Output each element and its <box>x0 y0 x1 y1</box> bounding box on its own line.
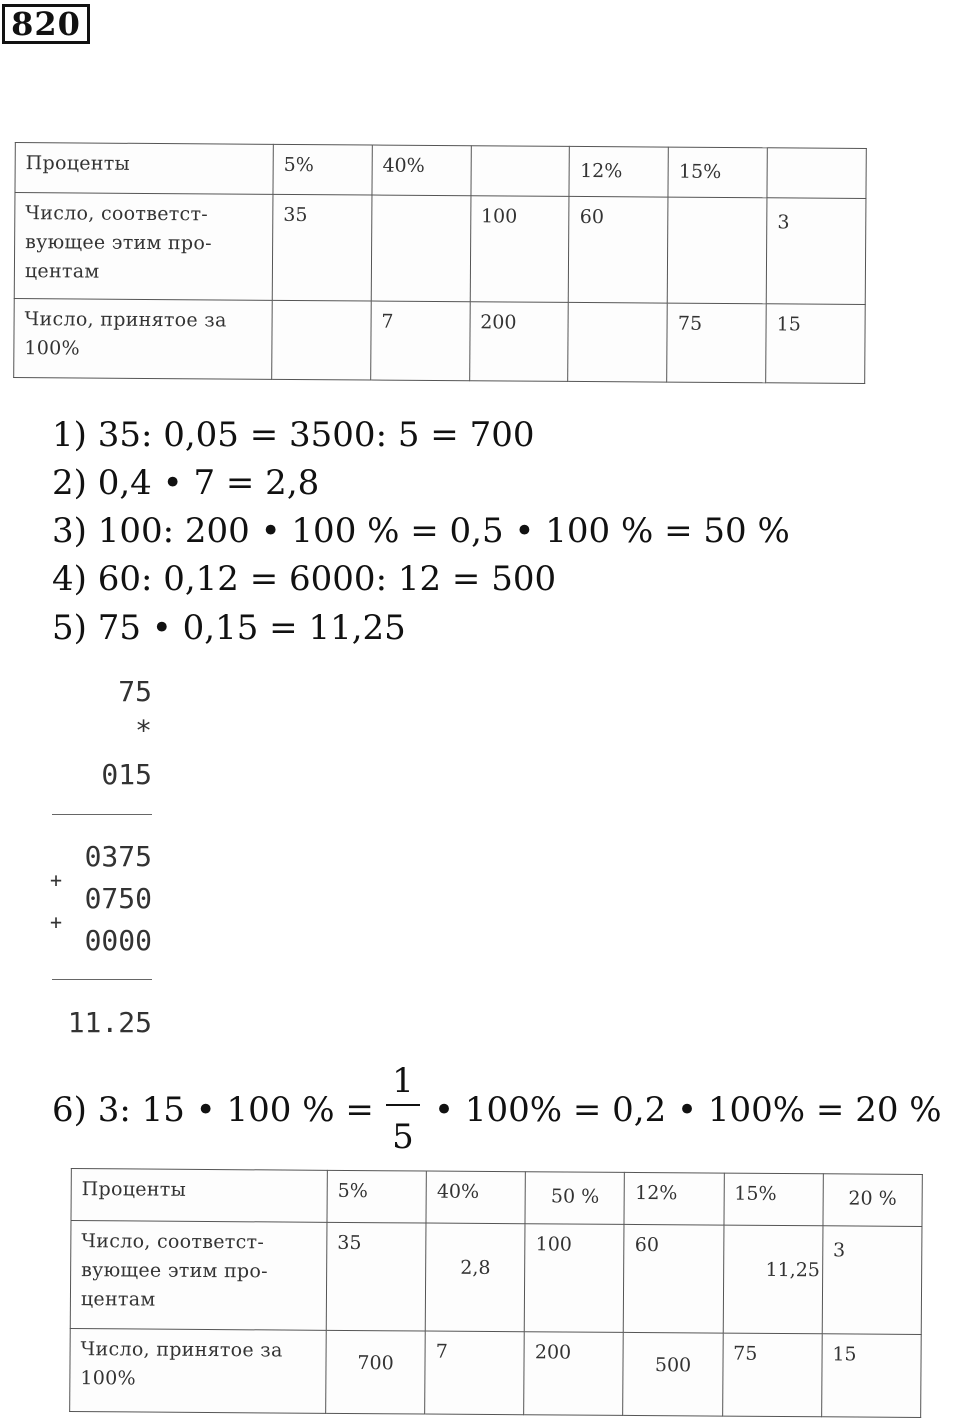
table-cell: 60 <box>569 196 669 303</box>
solution-line-6-prefix: 6) 3: 15 • 100 % = <box>52 1090 374 1130</box>
table-cell: 100 <box>525 1224 625 1333</box>
fraction-bar <box>386 1104 420 1106</box>
table-cell: 100 <box>470 196 570 303</box>
mult-partial-1: 0375 <box>84 840 152 873</box>
table-cell: 7 <box>371 301 470 381</box>
mult-operand-2: 015 <box>101 758 152 791</box>
table-cell: 15% <box>668 147 767 198</box>
table-cell: 40% <box>372 145 471 196</box>
table-cell <box>471 146 570 197</box>
table-cell: 75 <box>722 1333 822 1417</box>
solution-line-4: 4) 60: 0,12 = 6000: 12 = 500 <box>52 559 557 599</box>
table-cell: 12% <box>624 1172 724 1225</box>
table-row <box>15 143 866 199</box>
solution-line-1: 1) 35: 0,05 = 3500: 5 = 700 <box>52 415 535 455</box>
table-cell: 50 % <box>525 1172 625 1225</box>
mult-operand-1: 75 <box>118 675 152 708</box>
original-table-scan <box>13 142 867 384</box>
table-cell: Число, соответст-вующее этим про-центам <box>70 1221 327 1331</box>
mult-partial-3: 0000 <box>84 924 152 957</box>
table-cell <box>371 195 471 302</box>
table-cell: Число, принятое за 100% <box>70 1329 327 1414</box>
table-cell: 35 <box>326 1222 426 1331</box>
table-cell: 15 <box>821 1334 921 1418</box>
fraction-numerator: 1 <box>392 1061 414 1101</box>
table-row <box>71 1169 922 1227</box>
table-row <box>14 193 866 305</box>
solution-line-3: 3) 100: 200 • 100 % = 0,5 • 100 % = 50 % <box>52 511 790 551</box>
filled-table-scan <box>69 1168 923 1418</box>
table-cell: 15 <box>766 304 865 384</box>
mult-rule-2 <box>52 979 152 980</box>
table-row <box>14 299 866 384</box>
filled-table <box>69 1168 923 1418</box>
table-cell: 11,25 <box>723 1225 823 1334</box>
solution-line-6-suffix: • 100% = 0,2 • 100% = 20 % <box>434 1090 942 1130</box>
mult-rule-1 <box>52 814 152 815</box>
plus-sign: + <box>50 910 63 934</box>
table-cell: 40% <box>426 1171 526 1224</box>
table-cell: 3 <box>766 198 866 305</box>
plus-sign: + <box>50 868 63 892</box>
solution-line-5: 5) 75 • 0,15 = 11,25 <box>52 608 406 648</box>
table-cell: Проценты <box>15 143 273 195</box>
table-cell: 20 % <box>823 1174 923 1227</box>
table-cell: 12% <box>569 146 668 197</box>
mult-partial-2: 0750 <box>84 882 152 915</box>
table-cell <box>668 197 768 304</box>
mult-result: 11.25 <box>67 1006 152 1039</box>
table-cell: 3 <box>822 1226 922 1335</box>
table-cell <box>272 300 371 380</box>
fraction-denominator: 5 <box>392 1117 414 1157</box>
table-cell: 35 <box>272 194 372 301</box>
table-cell: 700 <box>326 1330 426 1414</box>
table-cell <box>767 148 866 199</box>
solution-line-2: 2) 0,4 • 7 = 2,8 <box>52 463 320 503</box>
table-cell: 500 <box>623 1332 723 1416</box>
table-cell: 5% <box>273 144 372 195</box>
table-cell: Число, принятое за 100% <box>14 299 273 380</box>
mult-operator: * <box>135 714 152 747</box>
original-table <box>13 142 867 384</box>
table-cell: 5% <box>327 1170 427 1223</box>
table-cell: 60 <box>624 1224 724 1333</box>
table-cell: 7 <box>425 1331 525 1415</box>
table-cell: 15% <box>724 1173 824 1226</box>
table-cell: Число, соответст-вующее этим про-центам <box>14 193 273 301</box>
table-cell: 75 <box>667 303 766 383</box>
table-cell: 200 <box>524 1332 624 1416</box>
table-cell: 200 <box>469 302 568 382</box>
table-row <box>70 1329 922 1418</box>
table-cell: Проценты <box>71 1169 327 1223</box>
table-cell <box>568 302 667 382</box>
table-cell: 2,8 <box>425 1223 525 1332</box>
table-row <box>70 1221 922 1335</box>
task-number-badge: 820 <box>2 4 90 44</box>
